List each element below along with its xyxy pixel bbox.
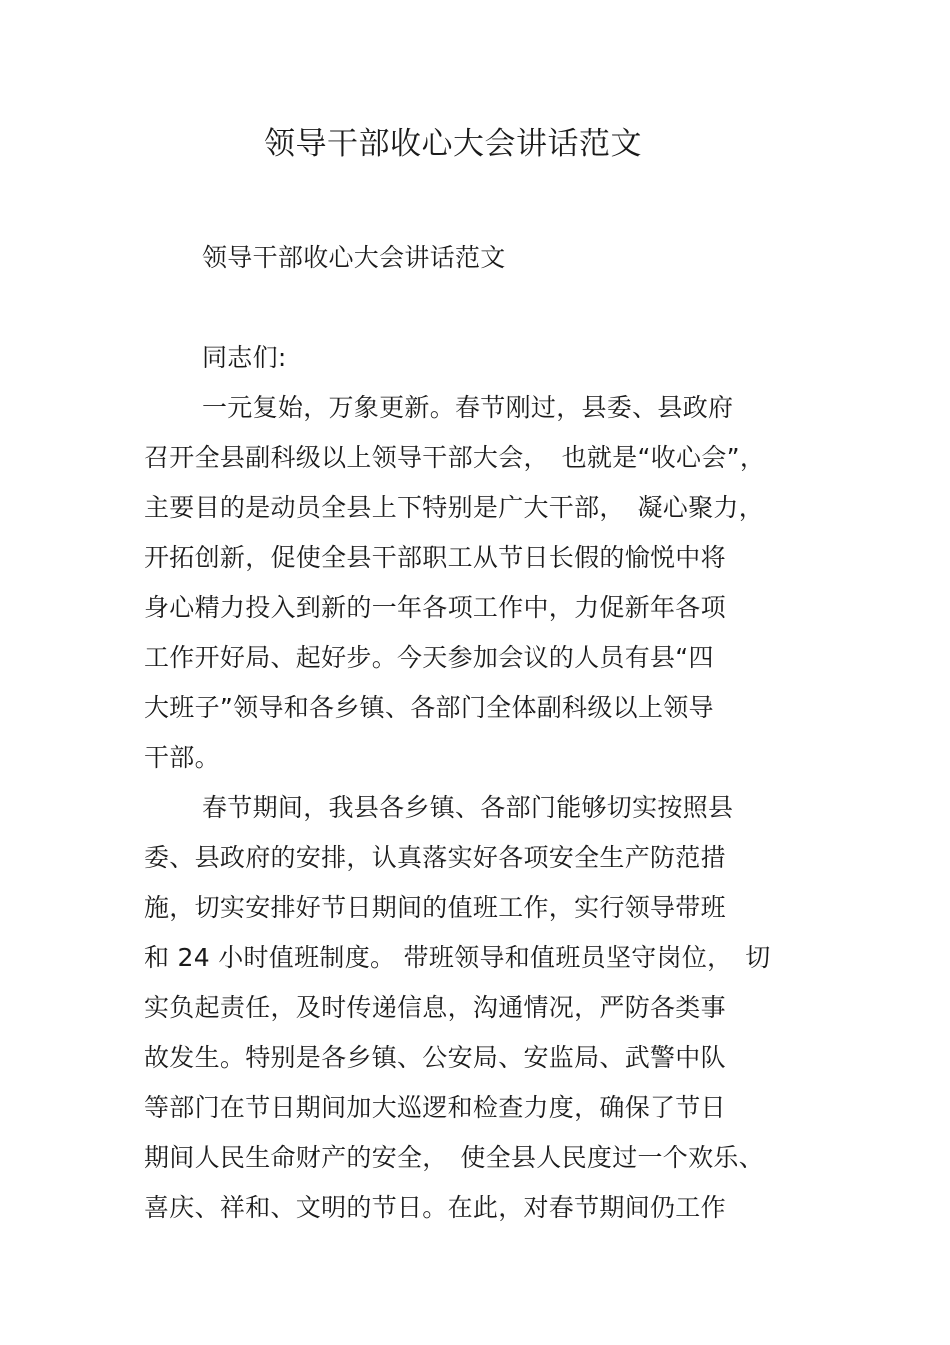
paragraph-line: 身心精力投入到新的一年各项工作中，力促新年各项 bbox=[144, 593, 726, 622]
paragraph-line: 和 24 小时值班制度。 带班领导和值班员坚守岗位， 切 bbox=[144, 943, 771, 972]
paragraph-line: 一元复始，万象更新。春节刚过，县委、县政府 bbox=[202, 393, 734, 422]
paragraph-line: 春节期间，我县各乡镇、各部门能够切实按照县 bbox=[202, 793, 734, 822]
paragraph-line: 故发生。特别是各乡镇、公安局、安监局、武警中队 bbox=[144, 1043, 726, 1072]
salutation: 同志们: bbox=[202, 343, 287, 372]
paragraph-line: 干部。 bbox=[144, 743, 220, 772]
paragraph-line: 施，切实安排好节日期间的值班工作，实行领导带班 bbox=[144, 893, 726, 922]
paragraph-line: 实负起责任，及时传递信息，沟通情况，严防各类事 bbox=[144, 993, 726, 1022]
paragraph-line: 主要目的是动员全县上下特别是广大干部， 凝心聚力， bbox=[144, 493, 765, 522]
paragraph-line: 期间人民生命财产的安全， 使全县人民度过一个欢乐、 bbox=[144, 1143, 765, 1172]
paragraph-line: 工作开好局、起好步。今天参加会议的人员有县“四 bbox=[144, 643, 714, 672]
paragraph-line: 大班子”领导和各乡镇、各部门全体副科级以上领导 bbox=[144, 693, 714, 722]
paragraph-line: 召开全县副科级以上领导干部大会， 也就是“收心会”， bbox=[144, 443, 766, 472]
document-title: 领导干部收心大会讲话范文 bbox=[264, 126, 642, 162]
paragraph-line: 委、县政府的安排，认真落实好各项安全生产防范措 bbox=[144, 843, 726, 872]
paragraph-line: 开拓创新，促使全县干部职工从节日长假的愉悦中将 bbox=[144, 543, 726, 572]
document-subtitle: 领导干部收心大会讲话范文 bbox=[202, 243, 506, 272]
paragraph-line: 等部门在节日期间加大巡逻和检查力度，确保了节日 bbox=[144, 1093, 726, 1122]
paragraph-line: 喜庆、祥和、文明的节日。在此，对春节期间仍工作 bbox=[144, 1193, 726, 1222]
